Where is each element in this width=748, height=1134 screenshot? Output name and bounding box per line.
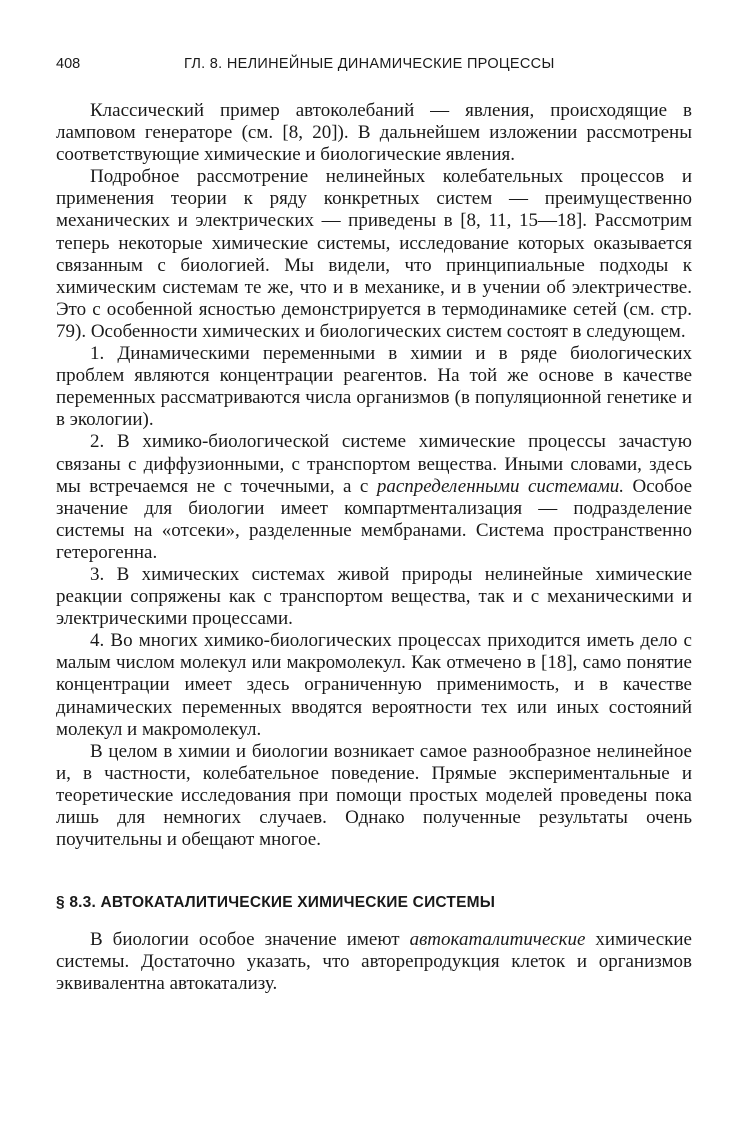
list-item-1: 1. Динамическими переменными в химии и в ряде биологических проблем являются концентрации реагентов. На той же основе в качестве переменных рассматриваются числа организмов (в популяционной генетике и в экологии). bbox=[56, 343, 692, 431]
section-paragraph bbox=[56, 929, 692, 995]
running-title: ГЛ. 8. НЕЛИНЕЙНЫЕ ДИНАМИЧЕСКИЕ ПРОЦЕССЫ bbox=[184, 56, 555, 72]
list-item-4: 4. Во многих химико-биологических процессах приходится иметь дело с малым числом молекул или макромолекул. Как отмечено в [18], само понятие концентрации имеет здесь ограниченную применимость, и в качестве динамических переменных вводятся вероятности тех или иных состояний молекул и макромолекул. bbox=[56, 630, 692, 740]
section-heading: § 8.3. АВТОКАТАЛИТИЧЕСКИЕ ХИМИЧЕСКИЕ СИСТЕМЫ bbox=[56, 894, 496, 912]
paragraph-summary: В целом в химии и биологии возникает самое разнообразное нелинейное и, в частности, колебательное поведение. Прямые экспериментальные и теоретические исследования при помощи простых моделей проведены пока лишь для немногих случаев. Однако полученные результаты очень поучительны и обещают многое. bbox=[56, 740, 692, 851]
section-paragraph-text: В биологии особое значение имеют bbox=[90, 929, 410, 951]
paragraph-overview: Подробное рассмотрение нелинейных колебательных процессов и применения теории к ряду конкретных систем — преимущественно механических и электрических — приведены в [8, 11, 15—18]. Рассмотрим теперь некоторые химические системы, исследование которых оказывается связанным с биологией. Мы видели, что принципиальные подходы к химическим системам те же, что и в механике, и в учении об электричестве. Это с особенной ясностью демонстрируется в термодинамике сетей (см. стр. 79). Особенности химических и биологических систем состоят в следующем. bbox=[56, 166, 692, 342]
body-text bbox=[56, 100, 692, 995]
list-item-2 bbox=[56, 431, 692, 564]
book-page bbox=[56, 50, 692, 995]
running-head bbox=[56, 50, 692, 78]
section-paragraph-emphasis: автокаталитические bbox=[409, 929, 586, 951]
list-item-2-emphasis: распределенными системами. bbox=[376, 475, 625, 497]
list-item-2-text-after: Особое значение для биологии имеет компартментализация — подразделение системы на «отсеки», разделенные мембранами. Система пространственно гетерогенна. bbox=[56, 475, 693, 563]
page-number: 408 bbox=[56, 56, 81, 72]
paragraph-intro: Классический пример автоколебаний — явления, происходящие в ламповом генераторе (см. [8, 20]). В дальнейшем изложении рассмотрены соответствующие химические и биологические явления. bbox=[56, 100, 692, 166]
section-paragraph-text-after: химические системы. Достаточно указать, что авторепродукция клеток и организмов эквивалентна автокатализу. bbox=[56, 929, 692, 995]
list-item-3: 3. В химических системах живой природы нелинейные химические реакции сопряжены как с транспортом вещества, так и с механическими и электрическими процессами. bbox=[56, 563, 692, 630]
list-item-2-text: 2. В химико-биологической системе химические процессы зачастую связаны с диффузионными, с транспортом вещества. Иными словами, здесь мы встречаемся не с точечными, а с bbox=[56, 431, 692, 497]
